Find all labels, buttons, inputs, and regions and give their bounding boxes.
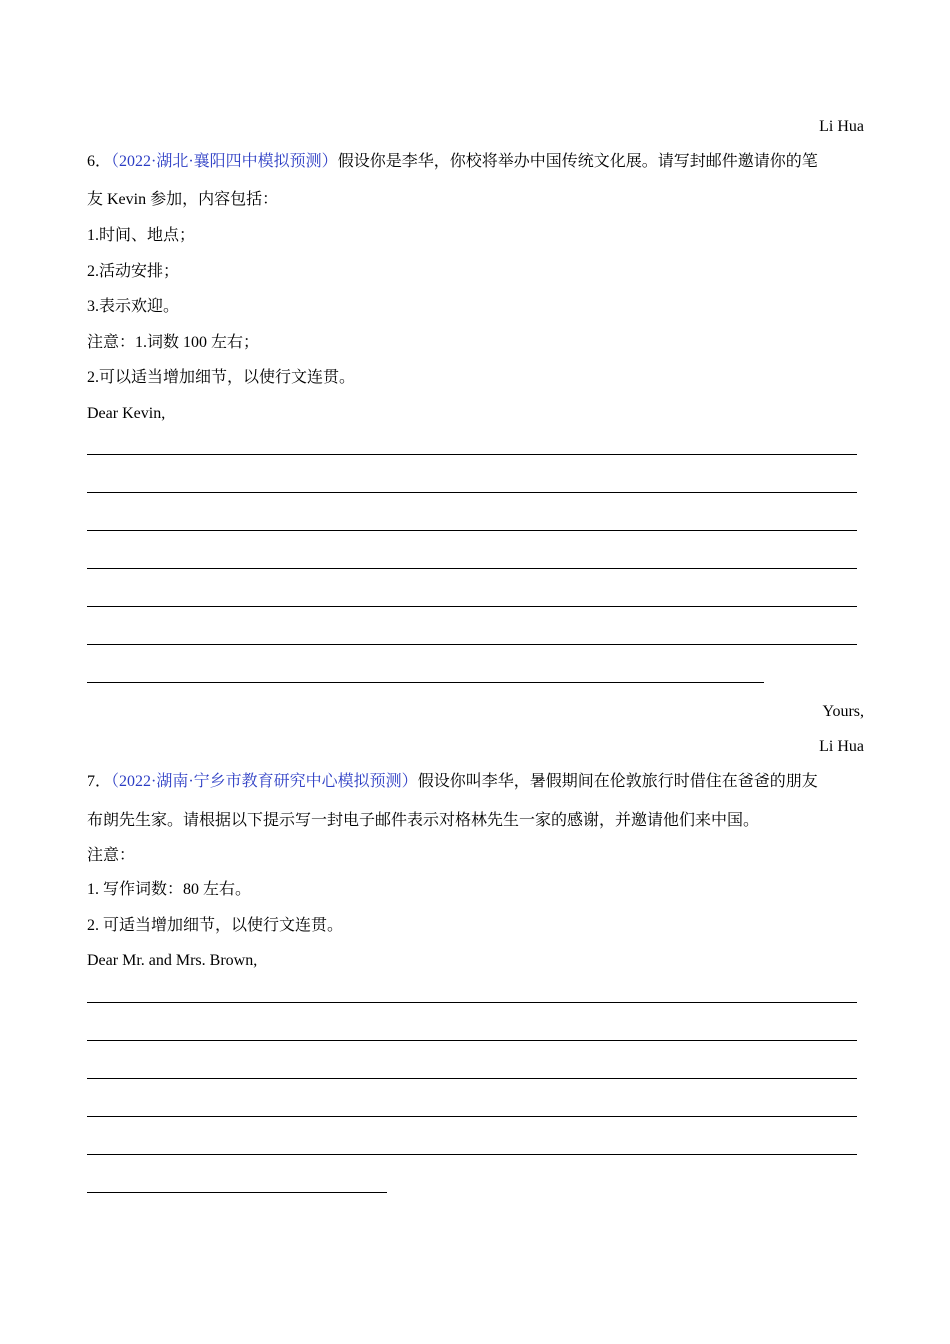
q6-answer-line — [87, 644, 857, 645]
q7-answer-line-short — [87, 1192, 387, 1193]
q7-answer-line — [87, 1040, 857, 1041]
q7-source-tag: （2022·湖南·宁乡市教育研究中心模拟预测） — [111, 773, 418, 790]
q7-notes-title: 注意： — [87, 847, 136, 864]
q6-source-tag: （2022·湖北·襄阳四中模拟预测） — [111, 153, 338, 170]
q7-number: 7． — [87, 773, 112, 790]
q7-prompt-line2: 布朗先生家。请根据以下提示写一封电子邮件表示对格林先生一家的感谢，并邀请他们来中国。 — [87, 812, 760, 829]
q6-answer-line — [87, 606, 857, 607]
previous-signature: Li Hua — [819, 118, 864, 135]
q6-header — [87, 152, 818, 172]
q6-answer-line — [87, 492, 857, 493]
q7-answer-line — [87, 1116, 857, 1117]
q6-signature: Li Hua — [819, 738, 864, 755]
q7-header — [87, 772, 818, 792]
q7-answer-line — [87, 1154, 857, 1155]
q6-answer-line-short — [87, 682, 764, 683]
q6-closing: Yours, — [822, 703, 864, 720]
q6-salutation: Dear Kevin, — [87, 405, 166, 422]
q6-answer-line — [87, 530, 857, 531]
q6-note-2: 2.可以适当增加细节，以使行文连贯。 — [87, 369, 356, 386]
q7-prompt-line1: 假设你叫李华，暑假期间在伦敦旅行时借住在爸爸的朋友 — [417, 773, 818, 790]
q6-note-1: 注意：1.词数 100 左右； — [87, 334, 260, 351]
q7-answer-line — [87, 1078, 857, 1079]
q6-prompt-line2: 友 Kevin 参加，内容包括： — [87, 191, 279, 208]
q6-item-2: 2.活动安排； — [87, 263, 180, 280]
q6-answer-line — [87, 454, 857, 455]
q6-prompt-line1: 假设你是李华，你校将举办中国传统文化展。请写封邮件邀请你的笔 — [337, 153, 818, 170]
q6-answer-line — [87, 568, 857, 569]
q6-number: 6． — [87, 153, 112, 170]
q7-note-1: 1. 写作词数：80 左右。 — [87, 881, 252, 898]
q7-salutation: Dear Mr. and Mrs. Brown, — [87, 952, 258, 969]
q6-item-3: 3.表示欢迎。 — [87, 298, 180, 315]
q6-item-1: 1.时间、地点； — [87, 227, 196, 244]
q7-note-2: 2. 可适当增加细节，以使行文连贯。 — [87, 917, 344, 934]
q7-answer-line — [87, 1002, 857, 1003]
